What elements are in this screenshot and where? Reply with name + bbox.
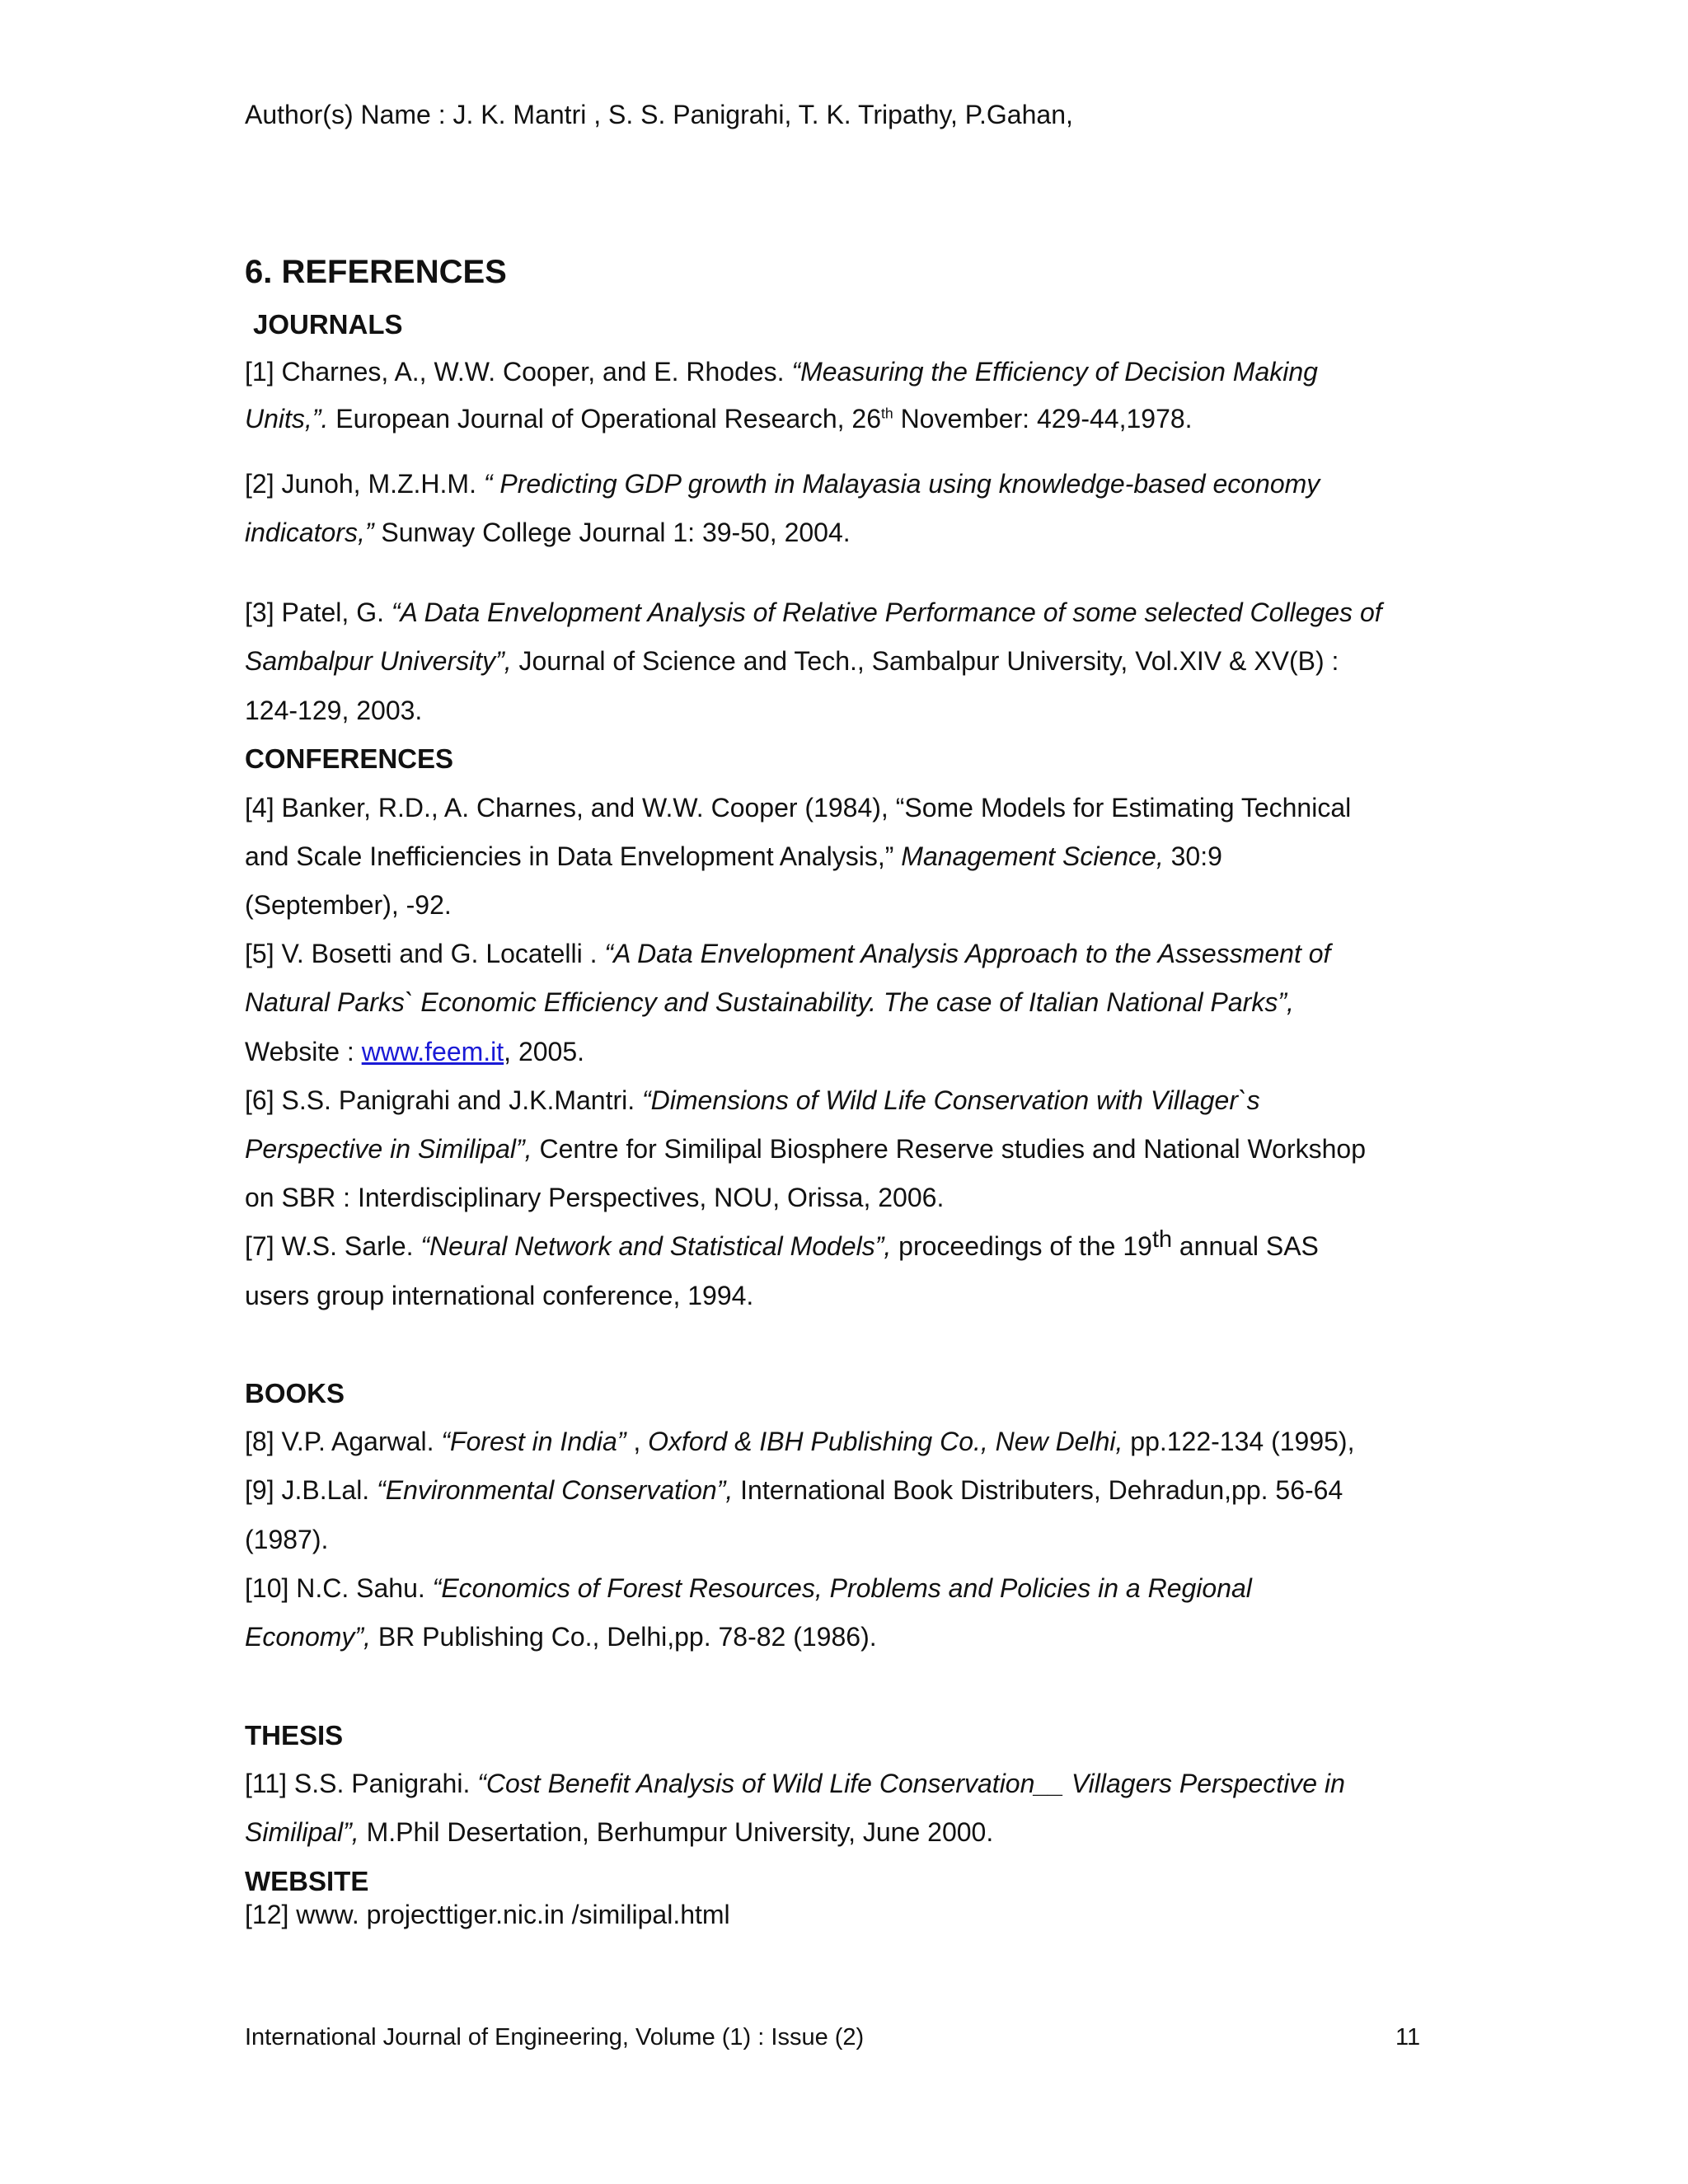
feem-website-link[interactable]: www.feem.it xyxy=(361,1037,504,1066)
section-website: WEBSITE xyxy=(245,1866,369,1896)
reference-9-line-1: [9] J.B.Lal. “Environmental Conservation”, International Book Distributers, Dehradun,pp. 56-64 xyxy=(245,1475,1343,1505)
page-number: 11 xyxy=(1395,2024,1421,2050)
reference-4-line-3: (September), -92. xyxy=(245,890,452,920)
reference-11-line-1: [11] S.S. Panigrahi. “Cost Benefit Analysis of Wild Life Conservation__ Villagers Perspective in xyxy=(245,1769,1345,1798)
reference-6-line-2: Perspective in Similipal”, Centre for Similipal Biosphere Reserve studies and National Workshop xyxy=(245,1134,1367,1164)
footer-journal-info: International Journal of Engineering, Volume (1) : Issue (2) xyxy=(245,2024,865,2050)
reference-2-line-2: indicators,” Sunway College Journal 1: 39-50, 2004. xyxy=(245,518,851,547)
reference-10-line-2: Economy”, BR Publishing Co., Delhi,pp. 78-82 (1986). xyxy=(245,1622,877,1652)
reference-11-line-2: Similipal”, M.Phil Desertation, Berhumpur University, June 2000. xyxy=(245,1817,994,1847)
reference-2-line-1: [2] Junoh, M.Z.H.M. “ Predicting GDP growth in Malayasia using knowledge-based economy xyxy=(245,469,1320,499)
running-header-authors: Author(s) Name : J. K. Mantri , S. S. Panigrahi, T. K. Tripathy, P.Gahan, xyxy=(245,100,1073,129)
reference-6-line-1: [6] S.S. Panigrahi and J.K.Mantri. “Dimensions of Wild Life Conservation with Villager`s xyxy=(245,1085,1260,1115)
reference-4-line-2: and Scale Inefficiencies in Data Envelopment Analysis,” Management Science, 30:9 xyxy=(245,841,1222,871)
reference-8-line-1: [8] V.P. Agarwal. “Forest in India” , Oxford & IBH Publishing Co., New Delhi, pp.122-134 (1995), xyxy=(245,1427,1355,1456)
reference-1-line-1: [1] Charnes, A., W.W. Cooper, and E. Rhodes. “Measuring the Efficiency of Decision Making xyxy=(245,357,1318,387)
reference-5-line-1: [5] V. Bosetti and G. Locatelli . “A Data Envelopment Analysis Approach to the Assessment of xyxy=(245,939,1331,968)
reference-5-line-2: Natural Parks` Economic Efficiency and Sustainability. The case of Italian National Parks”, xyxy=(245,987,1294,1017)
reference-5-line-3: Website : www.feem.it, 2005. xyxy=(245,1037,585,1066)
reference-6-line-3: on SBR : Interdisciplinary Perspectives, NOU, Orissa, 2006. xyxy=(245,1183,945,1212)
reference-3-line-1: [3] Patel, G. “A Data Envelopment Analysis of Relative Performance of some selected Colleges of xyxy=(245,598,1382,627)
reference-10-line-1: [10] N.C. Sahu. “Economics of Forest Resources, Problems and Policies in a Regional xyxy=(245,1573,1252,1603)
reference-12-line-1: [12] www. projecttiger.nic.in /similipal.html xyxy=(245,1900,730,1929)
reference-7-line-1: [7] W.S. Sarle. “Neural Network and Statistical Models”, proceedings of the 19th annual SAS xyxy=(245,1226,1319,1261)
reference-4-line-1: [4] Banker, R.D., A. Charnes, and W.W. Cooper (1984), “Some Models for Estimating Technical xyxy=(245,793,1352,823)
section-journals: JOURNALS xyxy=(253,309,403,340)
reference-9-line-2: (1987). xyxy=(245,1525,329,1554)
reference-3-line-2: Sambalpur University”, Journal of Science and Tech., Sambalpur University, Vol.XIV & XV(B) : xyxy=(245,646,1339,676)
reference-7-line-2: users group international conference, 1994. xyxy=(245,1281,754,1310)
reference-1-line-2: Units,”. European Journal of Operational Research, 26th November: 429-44,1978. xyxy=(245,404,1193,434)
section-thesis: THESIS xyxy=(245,1720,344,1750)
reference-3-line-3: 124-129, 2003. xyxy=(245,696,423,725)
references-heading: 6. REFERENCES xyxy=(245,254,507,290)
section-conferences: CONFERENCES xyxy=(245,743,454,774)
section-books: BOOKS xyxy=(245,1378,345,1408)
